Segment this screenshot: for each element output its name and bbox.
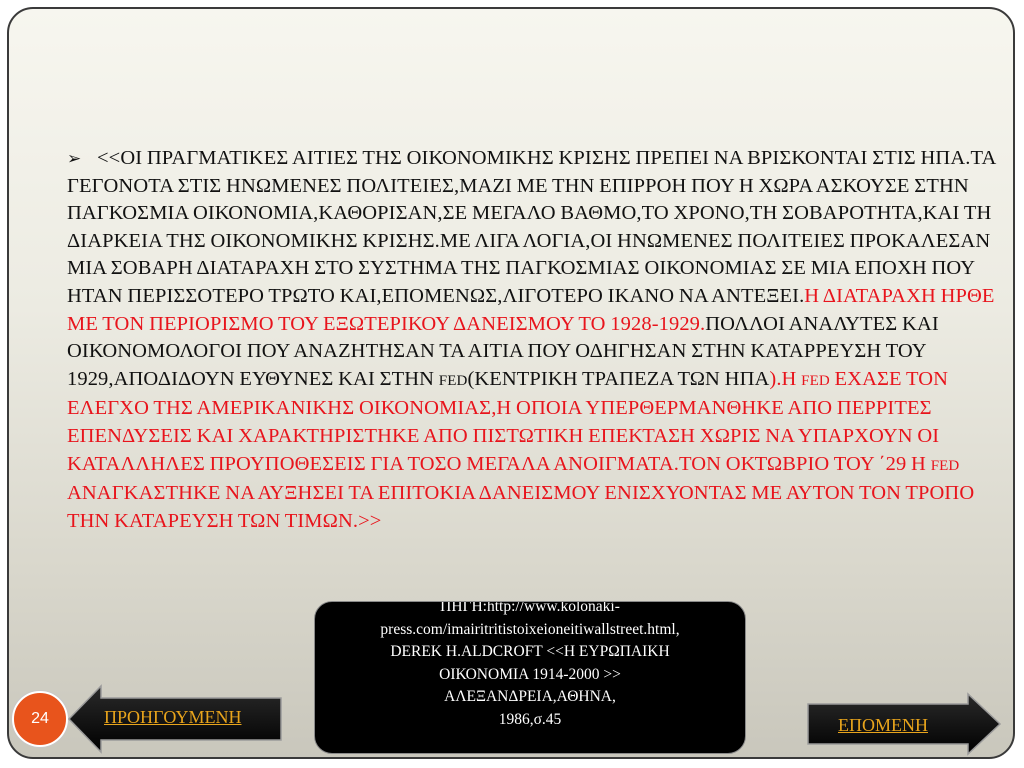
slide [7, 7, 1015, 759]
text-segment: ΠΟΛΛΟΙ ΑΝΑΛΥΤΕΣ ΚΑΙ ΟΙΚΟΝΟΜΟΛΟΓΟΙ ΠΟΥ ΑΝΑΖΗΤΗΣΑΝ ΤΑ ΑΙΤΙΑ ΠΟΥ ΟΔΗΓΗΣΑΝ ΣΤΗΝ ΚΑΤΑΡΡΕΥΣΗ ΤΟΥ 1929,ΑΠΟΔΙΔΟΥΝ ΕΥΘΥΝΕΣ ΚΑΙ ΣΤΗΝ [67, 312, 939, 390]
source-line: ΑΛΕΞΑΝΔΡΕΙΑ,ΑΘΗΝΑ, [444, 688, 616, 705]
next-button-label: ΕΠΟΜΕΝΗ [838, 715, 928, 735]
bullet-arrow-icon: ➢ [67, 149, 82, 168]
text-segment-highlight: ΕΧΑΣΕ ΤΟΝ ΕΛΕΓΧΟ ΤΗΣ ΑΜΕΡΙΚΑΝΙΚΗΣ ΟΙΚΟΝΟΜΙΑΣ,Η ΟΠΟΙΑ ΥΠΕΡΘΕΡΜΑΝΘΗΚΕ ΑΠΟ ΠΕΡΡΙΤΕΣ ΕΠΕΝΔΥΣΕΙΣ ΚΑΙ ΧΑΡΑΚΤΗΡΙΣΤΗΚΕ ΑΠΟ ΠΙΣΤΩΤΙΚΗ ΕΠΕΚΤΑΣΗ ΧΩΡΙΣ ΝΑ ΥΠΑΡΧΟΥΝ ΟΙ ΚΑΤΑΛΛΗΛΕΣ ΠΡΟΥΠΟΘΕΣΕΙΣ ΓΙΑ ΤΟΣΟ ΜΕΓΑΛΑ ΑΝΟΙΓΜΑΤΑ.ΤΟΝ ΟΚΤΩΒΡΙΟ ΤΟΥ ΄29 Η [67, 367, 949, 475]
text-segment-fed: FED [801, 372, 830, 389]
previous-button-label: ΠΡΟΗΓΟΥΜΕΝΗ [104, 707, 242, 727]
text-segment-fed: FED [438, 372, 468, 389]
text-segment-highlight: Η ΔΙΑΤΑΡΑΧΗ ΗΡΘΕ ΜΕ ΤΟΝ ΠΕΡΙΟΡΙΣΜΟ ΤΟΥ ΕΞΩΤΕΡΙΚΟΥ ΔΑΝΕΙΣΜΟΥ ΤΟ 1928-1929. [67, 284, 995, 335]
source-line: press.com/imairitritistoixeioneitiwallstreet.html, [380, 620, 680, 638]
source-line: DEREK H.ALDCROFT <<Η ΕΥΡΩΠΑΙΚΗ [390, 643, 670, 660]
text-segment-highlight: ΑΝΑΓΚΑΣΤΗΚΕ ΝΑ ΑΥΞΗΣΕΙ ΤΑ ΕΠΙΤΟΚΙΑ ΔΑΝΕΙΣΜΟΥ ΕΝΙΣΧΥΟΝΤΑΣ ΜΕ ΑΥΤΟΝ ΤΟΝ ΤΡΟΠΟ ΤΗΝ ΚΑΤΑΡΕΥΣΗ ΤΩΝ ΤΙΜΩΝ.>> [67, 482, 975, 532]
text-segment: <<ΟΙ ΠΡΑΓΜΑΤΙΚΕΣ ΑΙΤΙΕΣ ΤΗΣ ΟΙΚΟΝΟΜΙΚΗΣ ΚΡΙΣΗΣ ΠΡΕΠΕΙ ΝΑ ΒΡΙΣΚΟΝΤΑΙ ΣΤΙΣ ΗΠΑ.ΤΑ ΓΕΓΟΝΟΤΑ ΣΤΙΣ ΗΝΩΜΕΝΕΣ ΠΟΛΙΤΕΙΕΣ,ΜΑΖΙ ΜΕ ΤΗΝ ΕΠΙΡΡΟΗ ΠΟΥ Η ΧΩΡΑ ΑΣΚΟΥΣΕ ΣΤΗΝ ΠΑΓΚΟΣΜΙΑ ΟΙΚΟΝΟΜΙΑ,ΚΑΘΟΡΙΣΑΝ,ΣΕ ΜΕΓΑΛΟ ΒΑΘΜΟ,ΤΟ ΧΡΟΝΟ,ΤΗ ΣΟΒΑΡΟΤΗΤΑ,ΚΑΙ ΤΗ ΔΙΑΡΚΕΙΑ ΤΗΣ ΟΙΚΟΝΟΜΙΚΗΣ ΚΡΙΣΗΣ.ΜΕ ΛΙΓΑ ΛΟΓΙΑ,ΟΙ ΗΝΩΜΕΝΕΣ ΠΟΛΙΤΕΙΕΣ ΠΡΟΚΑΛΕΣΑΝ ΜΙΑ ΣΟΒΑΡΗ ΔΙΑΤΑΡΑΧΗ ΣΤΟ ΣΥΣΤΗΜΑ ΤΗΣ ΠΑΓΚΟΣΜΙΑΣ ΟΙΚΟΝΟΜΙΑΣ ΣΕ ΜΙΑ ΕΠΟΧΗ ΠΟΥ ΗΤΑΝ ΠΕΡΙΣΣΟΤΕΡΟ ΤΡΩΤΟ ΚΑΙ,ΕΠΟΜΕΝΩΣ,ΛΙΓΟΤΕΡΟ ΙΚΑΝΟ ΝΑ ΑΝΤΕΞΕΙ. [67, 147, 996, 307]
text-segment: (ΚΕΝΤΡΙΚΗ ΤΡΑΠΕΖΑ ΤΩΝ ΗΠΑ [467, 367, 770, 390]
source-citation-box [314, 601, 746, 754]
text-segment-highlight: ).Η [769, 367, 802, 390]
source-line: ΟΙΚΟΝΟΜΙΑ 1914-2000 >> [439, 665, 621, 683]
source-line: 1986,σ.45 [498, 710, 562, 728]
next-slide-button[interactable] [806, 692, 1002, 756]
page-number-badge: 24 [12, 691, 68, 747]
slide-body-text [67, 145, 1012, 535]
text-segment-fed: FED [930, 457, 960, 474]
previous-slide-button[interactable] [67, 684, 284, 754]
source-line: ΠΗΓΗ:http://www.kolonaki- [440, 601, 620, 615]
